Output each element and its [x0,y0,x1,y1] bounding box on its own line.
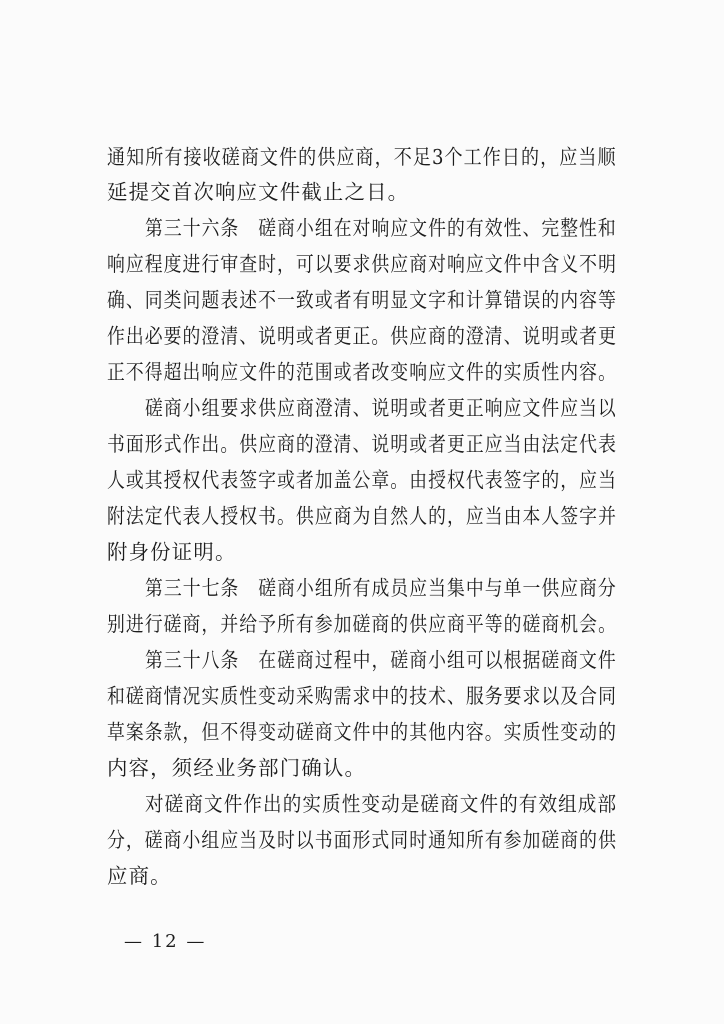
text-line: 对磋商文件作出的实质性变动是磋商文件的有效组成部 [145,792,618,816]
article-37-line: 第三十七条 磋商小组所有成员应当集中与单一供应商分 [145,576,617,600]
text-line: 人或其授权代表签字或者加盖公章。由授权代表签字的，应当 [107,468,617,492]
text-line: 响应程度进行审查时，可以要求供应商对响应文件中含义不明 [107,252,617,276]
text-line: 作出必要的澄清、说明或者更正。供应商的澄清、说明或者更 [107,324,617,348]
text-line: 通知所有接收磋商文件的供应商，不足3个工作日的，应当顺 [107,145,617,169]
article-38-line: 第三十八条 在磋商过程中，磋商小组可以根据磋商文件 [145,648,617,672]
text-line: 磋商小组要求供应商澄清、说明或者更正响应文件应当以 [145,396,617,420]
text-line: 确、同类问题表述不一致或者有明显文字和计算错误的内容等 [107,288,617,312]
text-line: 和磋商情况实质性变动采购需求中的技术、服务要求以及合同 [107,684,617,708]
text-line: 别进行磋商，并给予所有参加磋商的供应商平等的磋商机会。 [107,612,617,636]
text-line: 书面形式作出。供应商的澄清、说明或者更正应当由法定代表 [107,432,617,456]
page-number: — 12 — [124,931,207,952]
text-line: 附法定代表人授权书。供应商为自然人的，应当由本人签字并 [107,504,617,528]
text-line: 内容，须经业务部门确认。 [107,756,367,780]
text-line: 延提交首次响应文件截止之日。 [107,180,410,204]
text-line: 正不得超出响应文件的范围或者改变响应文件的实质性内容。 [107,360,617,384]
article-36-line: 第三十六条 磋商小组在对响应文件的有效性、完整性和 [145,216,617,240]
text-line: 草案条款，但不得变动磋商文件中的其他内容。实质性变动的 [107,720,617,744]
text-line: 附身份证明。 [107,540,237,564]
text-line: 应商。 [107,864,172,888]
text-line: 分，磋商小组应当及时以书面形式同时通知所有参加磋商的供 [107,828,617,852]
